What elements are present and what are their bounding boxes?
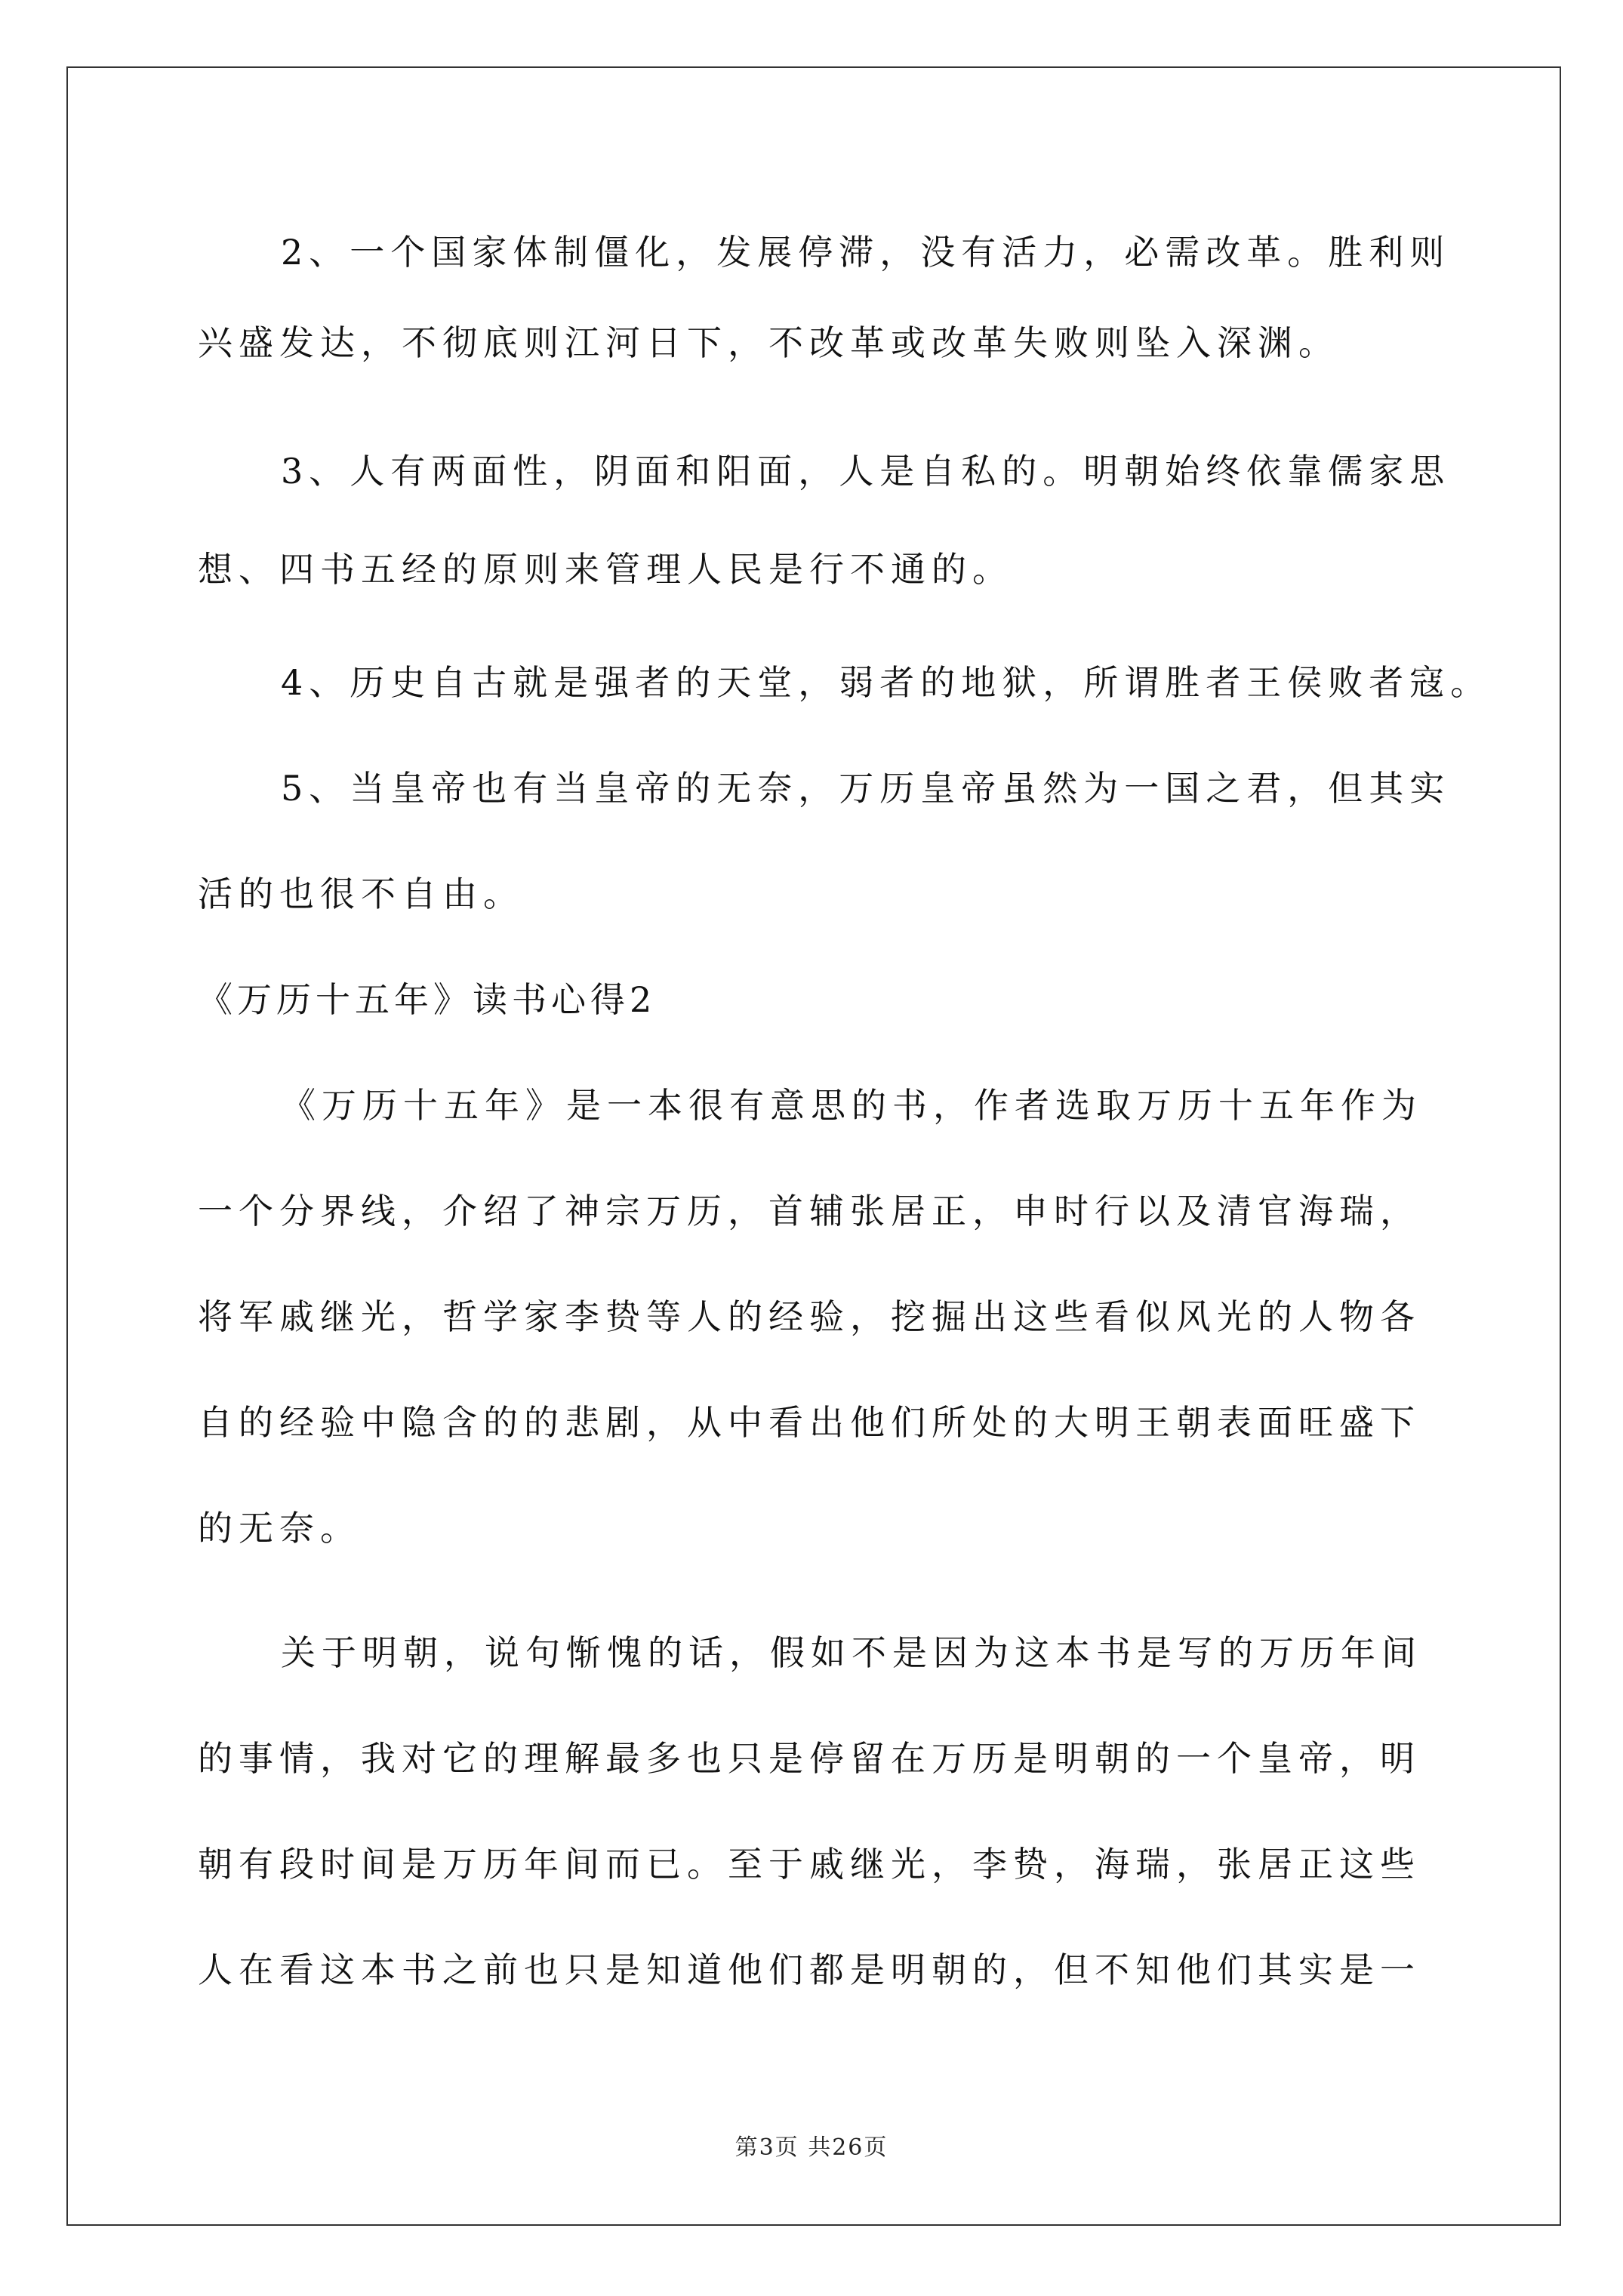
paragraph-line: 朝有段时间是万历年间而已。至于戚继光，李贽，海瑞，张居正这些 <box>198 1844 1421 1885</box>
paragraph-line: 一个分界线，介绍了神宗万历，首辅张居正，申时行以及清官海瑞， <box>198 1191 1421 1231</box>
paragraph-line: 关于明朝，说句惭愧的话，假如不是因为这本书是写的万历年间 <box>281 1632 1422 1673</box>
paragraph-line: 《万历十五年》是一本很有意思的书，作者选取万历十五年作为 <box>281 1085 1422 1126</box>
paragraph-line: 自的经验中隐含的的悲剧，从中看出他们所处的大明王朝表面旺盛下 <box>198 1402 1421 1443</box>
paragraph-line: 5、当皇帝也有当皇帝的无奈，万历皇帝虽然为一国之君，但其实 <box>281 768 1451 809</box>
paragraph-line: 3、人有两面性，阴面和阳面，人是自私的。明朝始终依靠儒家思 <box>281 451 1451 492</box>
section-heading: 《万历十五年》读书心得2 <box>198 979 657 1020</box>
paragraph-line: 想、四书五经的原则来管理人民是行不通的。 <box>198 549 1013 590</box>
paragraph-line: 的事情，我对它的理解最多也只是停留在万历是明朝的一个皇帝，明 <box>198 1738 1421 1779</box>
paragraph-line: 活的也很不自由。 <box>198 874 524 914</box>
page-border <box>66 66 1561 2226</box>
paragraph-line: 兴盛发达，不彻底则江河日下，不改革或改革失败则坠入深渊。 <box>198 322 1339 363</box>
paragraph-line: 4、历史自古就是强者的天堂，弱者的地狱，所谓胜者王侯败者寇。 <box>281 662 1492 703</box>
paragraph-line: 的无奈。 <box>198 1508 361 1549</box>
page-footer: 第3页 共26页 <box>735 2134 888 2161</box>
paragraph-line: 2、一个国家体制僵化，发展停滞，没有活力，必需改革。胜利则 <box>281 232 1451 273</box>
paragraph-line: 将军戚继光，哲学家李贽等人的经验，挖掘出这些看似风光的人物各 <box>198 1296 1421 1337</box>
paragraph-line: 人在看这本书之前也只是知道他们都是明朝的，但不知他们其实是一 <box>198 1949 1421 1990</box>
